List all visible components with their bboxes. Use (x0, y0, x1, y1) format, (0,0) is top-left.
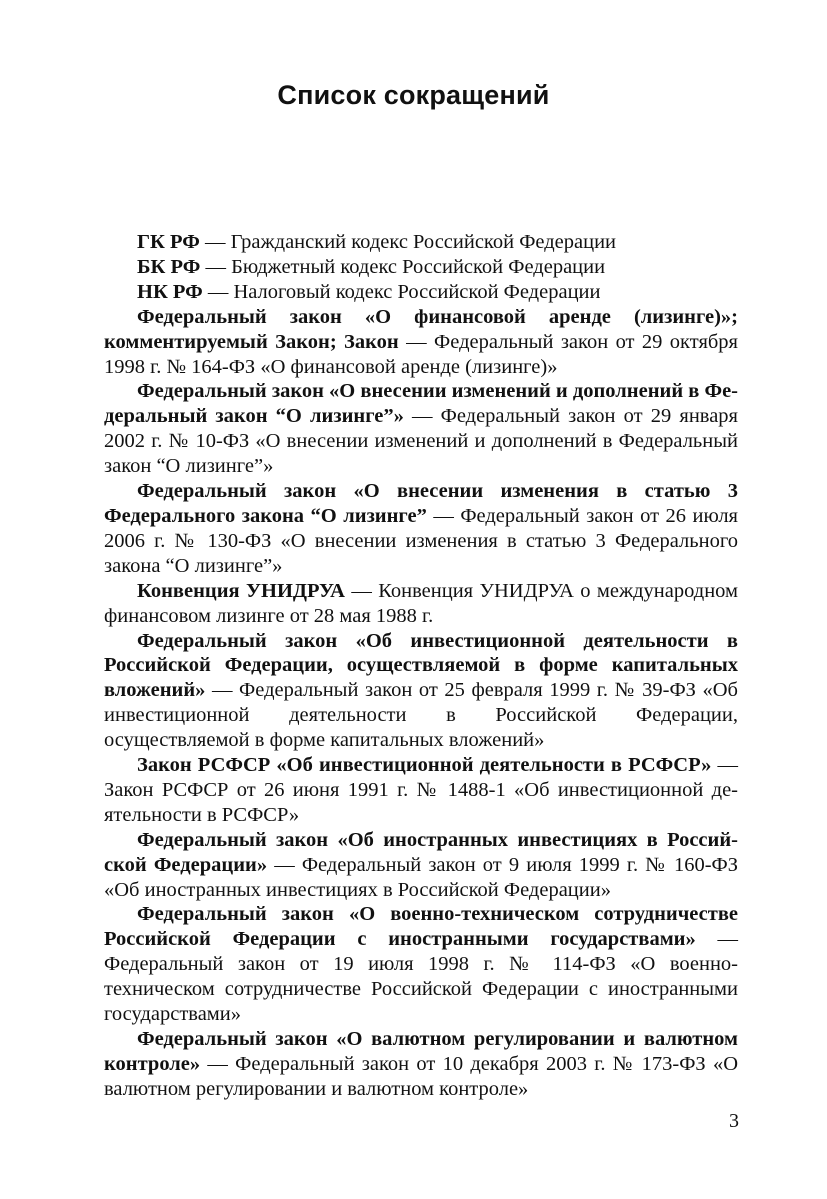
abbreviation-entry (104, 902, 738, 1027)
abbreviation-definition: — Федеральный закон от 9 июля 1999 г. № 160-ФЗ «Об иностранных инвестициях в Российской Федерации» (104, 853, 738, 901)
abbreviation-term: Федеральный закон «О военно-техническом сотрудничестве Российской Федерации с иностранными государствами» (104, 903, 738, 951)
abbreviation-entry (104, 280, 738, 305)
abbreviation-term: ГК РФ (137, 231, 200, 253)
abbreviation-term: Закон РСФСР «Об инвестиционной деятельности в РСФСР» (137, 754, 712, 777)
abbreviation-term: Конвенция УНИДРУА (137, 579, 345, 602)
abbreviation-definition: — Федеральный закон от 29 октября 1998 г. № 164-ФЗ «О финансовой аренде (лизинге)» (104, 330, 738, 378)
page-title: Список сокращений (277, 80, 550, 110)
abbreviation-definition: — Федеральный закон от 10 декабря 2003 г. № 173-ФЗ «О валютном регулировании и валютном контроле» (104, 1052, 738, 1100)
abbreviation-term: Федеральный закон «О внесении изменений и дополнений в Федеральный закон “О лизинге”» (104, 380, 738, 428)
abbreviation-term: Федеральный закон «Об иностранных инвестициях в Российской Федерации» (104, 828, 738, 876)
abbreviation-entry (104, 629, 738, 754)
abbreviation-definition: — Федеральный закон от 29 января 2002 г. № 10-ФЗ «О внесении изменений и дополнений в Федеральный закон “О лизинге”» (104, 405, 738, 478)
abbreviation-definition: — Закон РСФСР от 26 июня 1991 г. № 1488-1 «Об инвестиционной деятельности в РСФСР» (104, 754, 738, 826)
abbreviation-term: Федеральный закон «О финансовой аренде (лизинге)»; комментируемый Закон; Закон (104, 305, 738, 353)
abbreviation-entry (104, 305, 738, 380)
abbreviations-list (104, 230, 738, 1102)
abbreviation-entry (104, 479, 738, 579)
abbreviation-definition: — Гражданский кодекс Российской Федерации (199, 231, 617, 253)
abbreviation-definition: — Федеральный закон от 25 февраля 1999 г. № 39-ФЗ «Об инвестиционной деятельности в Российской Федерации, осуществляемой в форме капитальных вложений» (104, 679, 738, 752)
abbreviation-term: Федеральный закон «О валютном регулировании и валютном контроле» (104, 1028, 738, 1075)
abbreviation-definition: — Бюджетный кодекс Российской Федерации (200, 255, 606, 278)
abbreviation-term: Федеральный закон «Об инвестиционной деятельности в Российской Федерации, осуществляемой в форме капитальных вложений» (104, 629, 738, 702)
abbreviation-definition: — Налоговый кодекс Российской Федерации (202, 280, 601, 303)
abbreviation-term: БК РФ (137, 255, 201, 278)
abbreviation-entry (104, 230, 738, 255)
page-number: 3 (729, 1110, 739, 1132)
abbreviation-definition: — Федеральный закон от 19 июля 1998 г. № 114-ФЗ «О военно-техническом сотрудничестве Российской Федерации с иностранными государствами» (104, 928, 738, 1026)
abbreviation-entry (104, 379, 738, 479)
abbreviation-entry (104, 828, 738, 903)
abbreviation-entry (104, 255, 738, 280)
abbreviation-definition: — Конвенция УНИДРУА о международном финансовом лизинге от 28 мая 1988 г. (104, 579, 738, 627)
abbreviation-entry (104, 1027, 738, 1102)
abbreviation-definition: — Федеральный закон от 26 июля 2006 г. № 130-ФЗ «О внесении изменения в статью 3 Федерального закона “О лизинге”» (104, 504, 738, 577)
abbreviation-term: НК РФ (137, 280, 203, 303)
abbreviation-entry (104, 753, 738, 828)
abbreviation-term: Федеральный закон «О внесении изменения в статью 3 Федерального закона “О лизинге” (104, 480, 738, 527)
abbreviation-entry (104, 579, 738, 629)
